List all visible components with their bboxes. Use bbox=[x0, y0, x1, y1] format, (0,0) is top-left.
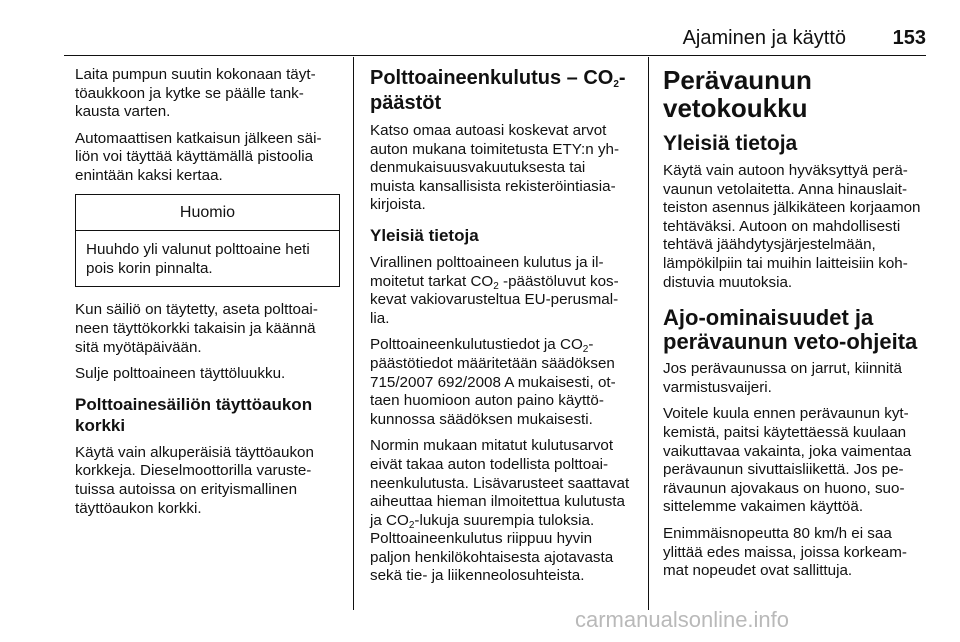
column-divider bbox=[353, 57, 354, 610]
notice-title: Huomio bbox=[76, 195, 339, 232]
notice-box bbox=[75, 194, 340, 288]
chapter-title-tow-hitch: Perävaunun vetokoukku bbox=[663, 65, 812, 123]
paragraph: Normin mukaan mitatut kulutusarvot eivät takaa auton todellista polttoaineenkulutusta. Lisävarusteet saattavat aiheuttaa hieman ilmoitettua kulutusta ja $CO_2$-lukuja suurempia tuloksia. Polttoaineenkulutus riippuu hyvin paljon henkilökohtaisesta ajotavasta sekä tie- ja liikenneolosuhteista. bbox=[370, 437, 630, 585]
subsection-heading-general: Yleisiä tietoja bbox=[370, 225, 479, 245]
paragraph: Polttoaineenkulutustiedot ja $CO_2$-päästötiedot määritetään säädöksen 715/2007 692/2008 A mukaisesti, ottaen huomioon auton paino käyttökunnossa säädöksen mukaisesti. bbox=[370, 336, 616, 428]
paragraph: Automaattisen katkaisun jälkeen säiliön voi täyttää käyttämällä pistoolia enintään kaksi kertaa. bbox=[75, 129, 322, 184]
column-left bbox=[75, 66, 340, 526]
paragraph: Sulje polttoaineen täyttöluukku. bbox=[75, 365, 286, 383]
paragraph: Virallinen polttoaineen kulutus ja ilmoitetut tarkat $CO_2$ -päästöluvut koskevat vakiovarusteltua EU-perusmallia. bbox=[370, 253, 619, 327]
paragraph: Käytä vain autoon hyväksyttyä perävaunun vetolaitetta. Anna hinauslaitteiston asennus jälkikäteen korjaamon tehtäväksi. Autoon on mahdollisesti tehtävä jäähdytysjärjestelmään, lämpökilpiin tai muihin laitteisiin kohdistuvia muutoksia. bbox=[663, 162, 921, 291]
page-number: 153 bbox=[892, 27, 926, 49]
notice-text: Huuhdo yli valunut polttoaine heti pois korin pinnalta. bbox=[86, 241, 310, 277]
column-right bbox=[663, 66, 925, 589]
section-heading-driving-characteristics: Ajo-ominaisuudet ja perävaunun veto-ohjeita bbox=[663, 305, 918, 355]
paragraph: Laita pumpun suutin kokonaan täyttöaukkoon ja kytke se päälle tankkausta varten. bbox=[75, 66, 316, 121]
paragraph: Jos perävaunussa on jarrut, kiinnitä varmistusvaijeri. bbox=[663, 360, 902, 396]
section-heading-filler-cap: Polttoainesäiliön täyttöaukon korkki bbox=[75, 394, 313, 435]
paragraph: Enimmäisnopeutta 80 km/h ei saa ylittää edes maissa, joissa korkeammat nopeudet ovat sallittuja. bbox=[663, 524, 907, 580]
section-title-fuel-consumption: Polttoaineenkulutus – $CO_2$-päästöt bbox=[370, 67, 626, 114]
column-middle bbox=[370, 66, 632, 594]
watermark-text: carmanualsonline.info bbox=[575, 607, 790, 632]
header-rule bbox=[64, 55, 926, 56]
paragraph: Voitele kuula ennen perävaunun kytkemistä, paitsi käytettäessä kuulaan vaikuttavaa vakainta, joka vaimentaa perävaunun sivuttaisliikettä. Jos perävaunun ajovakaus on huono, suosittelemme vakaimen käyttöä. bbox=[663, 405, 912, 516]
paragraph: Käytä vain alkuperäisiä täyttöaukon korkkeja. Dieselmoottorilla varustetuissa autoissa on erityismallinen täyttöaukon korkki. bbox=[75, 443, 314, 517]
column-divider bbox=[648, 57, 649, 610]
subsection-heading-general: Yleisiä tietoja bbox=[663, 132, 798, 155]
paragraph: Katso omaa autoasi koskevat arvot auton mukana toimitetusta ETY:n yhdenmukaisuusvakuutuksesta tai muista kansallisista rekisteröintiasiakirjoista. bbox=[370, 122, 620, 214]
page-header bbox=[64, 0, 926, 55]
paragraph: Kun säiliö on täytetty, aseta polttoaineen täyttökorkki takaisin ja käännä sitä myötäpäivään. bbox=[75, 301, 318, 356]
running-header-title: Ajaminen ja käyttö bbox=[682, 27, 846, 49]
